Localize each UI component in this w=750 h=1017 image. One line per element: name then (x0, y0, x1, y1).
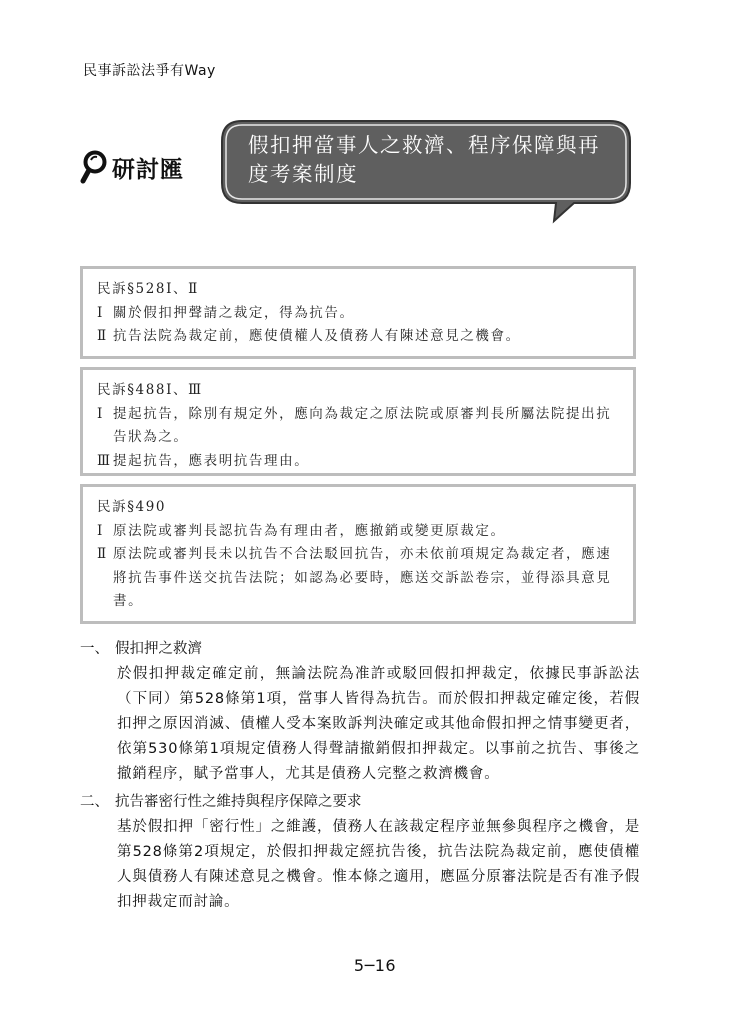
statute-title: 民訴§528Ⅰ、Ⅱ (97, 281, 199, 297)
section-remedies (80, 637, 640, 787)
paragraph-text: 原法院或審判長未以抗告不合法駁回抗告，亦未依前項規定為裁定者，應速將抗告事件送交抗告法院；如認為必要時，應送交訴訟卷宗，並得添具意見書。 (113, 546, 612, 609)
statute-paragraph (97, 403, 621, 450)
section-number: 一、 (80, 641, 109, 657)
page-number: 5─16 (353, 956, 397, 975)
topic-title: 假扣押當事人之救濟、程序保障與再度考案制度 (248, 133, 600, 186)
magnifier-icon (80, 150, 108, 184)
statute-paragraph (97, 450, 621, 474)
paragraph-text: 關於假扣押聲請之裁定，得為抗告。 (113, 304, 355, 321)
paragraph-number: Ⅰ (97, 405, 104, 422)
statute-box-490 (80, 484, 636, 624)
paragraph-number: Ⅰ (97, 522, 104, 539)
statute-box-528 (80, 266, 636, 359)
running-head: 民事訴訟法爭有Way (83, 63, 216, 79)
section-heading (80, 790, 640, 815)
section-procedural-guarantee (80, 790, 640, 915)
statute-paragraph (97, 520, 621, 544)
section-number: 二、 (80, 794, 109, 810)
statute-paragraph (97, 543, 621, 614)
statute-paragraph (97, 302, 621, 326)
section-heading-text: 假扣押之救濟 (115, 641, 202, 657)
statute-title: 民訴§490 (97, 499, 167, 515)
paragraph-number: Ⅱ (97, 328, 108, 344)
section-body: 於假扣押裁定確定前，無論法院為准許或駁回假扣押裁定，依據民事訴訟法（下同）第528條第1項，當事人皆得為抗告。而於假扣押裁定確定後，若假扣押之原因消滅、債權人受本案敗訴判決確定或其他命假扣押之情事變更者，依第530條第1項規定債務人得聲請撤銷假扣押裁定。以事前之抗告、事後之撤銷程序，賦予當事人，尤其是債務人完整之救濟機會。 (117, 666, 640, 782)
paragraph-number: Ⅰ (97, 304, 104, 321)
paragraph-text: 抗告法院為裁定前，應使債權人及債務人有陳述意見之機會。 (113, 328, 521, 344)
topic-label-text: 研討匯 (112, 156, 184, 183)
paragraph-number: Ⅲ (97, 452, 112, 469)
section-heading-text: 抗告審密行性之維持與程序保障之要求 (115, 794, 362, 810)
topic-label (80, 150, 184, 184)
section-heading (80, 637, 640, 662)
paragraph-text: 提起抗告，應表明抗告理由。 (113, 452, 310, 469)
paragraph-number: Ⅱ (97, 546, 108, 562)
paragraph-text: 原法院或審判長認抗告為有理由者，應撤銷或變更原裁定。 (113, 522, 506, 539)
paragraph-text: 提起抗告，除別有規定外，應向為裁定之原法院或原審判長所屬法院提出抗告狀為之。 (113, 405, 612, 445)
statute-title: 民訴§488Ⅰ、Ⅲ (97, 382, 203, 398)
section-body: 基於假扣押「密行性」之維護，債務人在該裁定程序並無參與程序之機會，是第528條第2項規定，於假扣押裁定經抗告後，抗告法院為裁定前，應使債權人與債務人有陳述意見之機會。惟本條之適用，應區分原審法院是否有准予假扣押裁定而討論。 (117, 819, 640, 910)
topic-title-bubble (218, 117, 634, 209)
statute-paragraph (97, 325, 621, 349)
statute-box-488 (80, 367, 636, 476)
